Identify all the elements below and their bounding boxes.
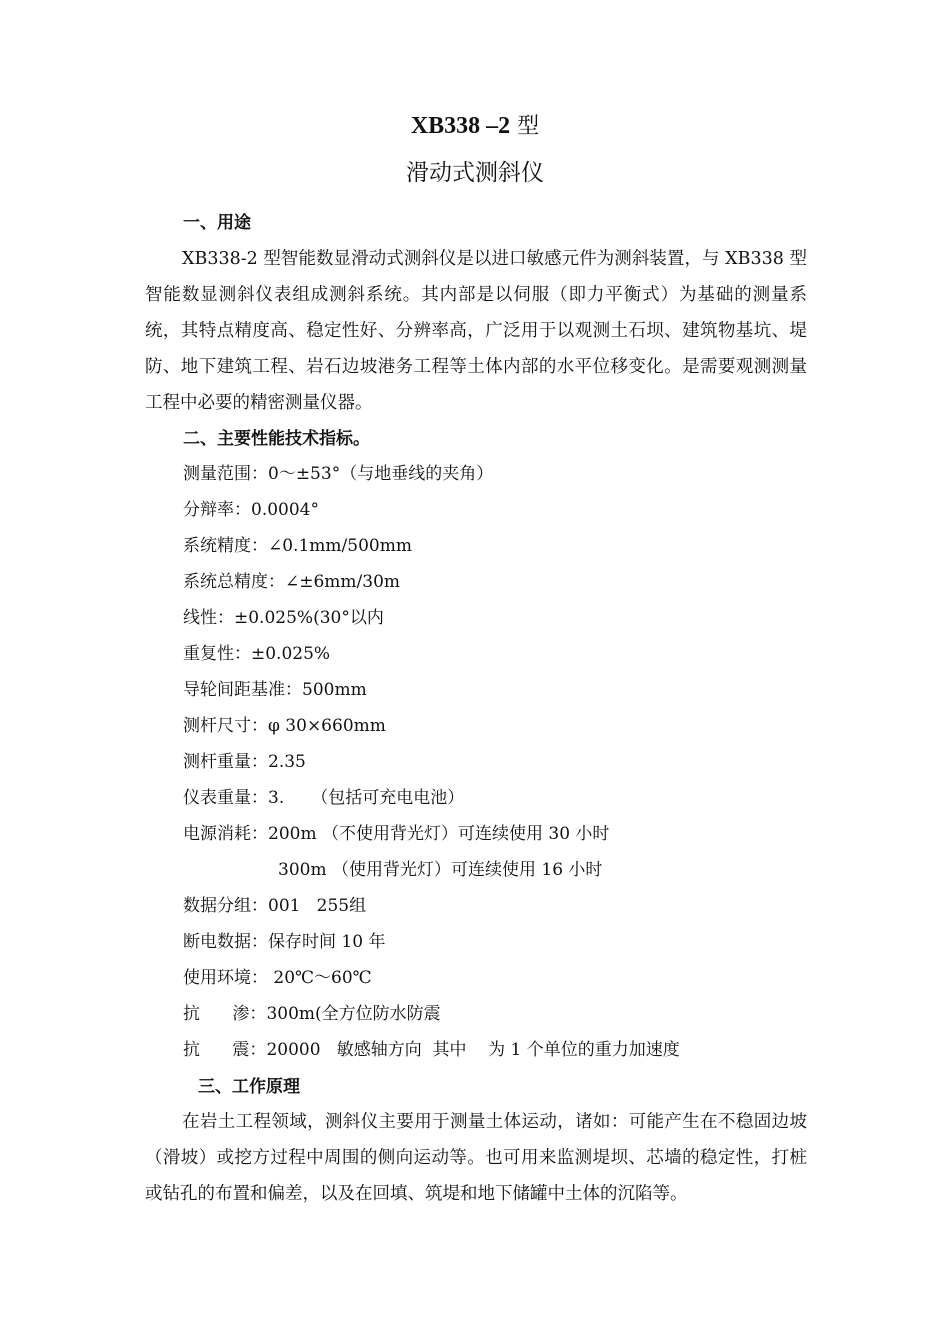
spec-value: ±0.025%	[251, 644, 331, 664]
spec-row	[183, 1002, 441, 1026]
spec-row	[183, 714, 386, 738]
spec-row	[278, 858, 602, 882]
spec-row	[183, 498, 319, 522]
spec-label: 仪表重量：	[183, 788, 268, 808]
spec-label: 抗 渗：	[183, 1004, 267, 1024]
spec-value: 20000 敏感轴方向 其中 为 1 个单位的重力加速度	[266, 1040, 680, 1060]
spec-label: 线性：	[183, 608, 234, 628]
spec-row	[183, 570, 400, 594]
spec-row	[183, 894, 366, 918]
spec-value: 20℃～60℃	[268, 968, 372, 988]
model-suffix: 型	[510, 114, 540, 139]
spec-row	[183, 678, 367, 702]
spec-label: 测量范围：	[183, 464, 268, 484]
spec-label: 导轮间距基准：	[183, 680, 302, 700]
spec-label: 重复性：	[183, 644, 251, 664]
spec-row	[183, 966, 372, 990]
spec-value: 0.0004°	[251, 500, 319, 520]
spec-value: 保存时间 10 年	[268, 932, 386, 952]
spec-label: 断电数据：	[183, 932, 268, 952]
spec-value: φ 30×660mm	[268, 716, 386, 736]
spec-value: ±0.025%(30°以内	[234, 608, 384, 628]
spec-row	[183, 606, 384, 630]
spec-row	[183, 750, 306, 774]
model-number: XB338 –2	[410, 113, 511, 139]
spec-row	[183, 462, 493, 486]
spec-value: 3. （包括可充电电池）	[268, 788, 465, 808]
spec-label: 分辩率：	[183, 500, 251, 520]
spec-value: 500mm	[302, 680, 367, 700]
spec-value: 300m （使用背光灯）可连续使用 16 小时	[278, 860, 603, 880]
spec-label: 数据分组：	[183, 896, 268, 916]
spec-value: 0～±53°（与地垂线的夹角）	[268, 464, 494, 484]
spec-value: ∠±6mm/30m	[285, 572, 401, 592]
spec-label: 测杆重量：	[183, 752, 268, 772]
spec-value: 2.35	[268, 752, 306, 772]
section-heading-purpose: 一、用途	[183, 213, 251, 233]
spec-label: 电源消耗：	[183, 824, 268, 844]
spec-label: 使用环境：	[183, 968, 268, 988]
spec-value: 200m （不使用背光灯）可连续使用 30 小时	[268, 824, 610, 844]
spec-value: ∠0.1mm/500mm	[268, 536, 412, 556]
section-heading-specs: 二、主要性能技术指标。	[183, 429, 370, 449]
spec-row	[183, 642, 330, 666]
purpose-paragraph: XB338-2 型智能数显滑动式测斜仪是以进口敏感元件为测斜装置，与 XB338 型智能数显测斜仪表组成测斜系统。其内部是以伺服（即力平衡式）为基础的测量系统，其特点精度高、稳定性好、分辨率高，广泛用于以观测土石坝、建筑物基坑、堤防、地下建筑工程、岩石边坡港务工程等土体内部的水平位移变化。是需要观测测量工程中必要的精密测量仪器。	[145, 249, 807, 413]
spec-label: 系统总精度：	[183, 572, 285, 592]
spec-label: 测杆尺寸：	[183, 716, 268, 736]
spec-row	[183, 930, 385, 954]
spec-label: 系统精度：	[183, 536, 268, 556]
spec-value: 300m(全方位防水防震	[266, 1004, 441, 1024]
section-heading-principle: 三、工作原理	[198, 1077, 300, 1097]
spec-label: 抗 震：	[183, 1040, 267, 1060]
document-subtitle: 滑动式测斜仪	[406, 160, 544, 186]
spec-row	[183, 534, 412, 558]
spec-row	[183, 1038, 680, 1062]
spec-value: 001 255组	[268, 896, 367, 916]
principle-paragraph: 在岩土工程领域，测斜仪主要用于测量土体运动，诸如：可能产生在不稳固边坡（滑坡）或挖方过程中周围的侧向运动等。也可用来监测堤坝、芯墙的稳定性，打桩或钻孔的布置和偏差，以及在回填、筑堤和地下储罐中土体的沉陷等。	[145, 1112, 807, 1204]
spec-row	[183, 786, 464, 810]
spec-row	[183, 822, 609, 846]
document-title	[0, 108, 950, 145]
